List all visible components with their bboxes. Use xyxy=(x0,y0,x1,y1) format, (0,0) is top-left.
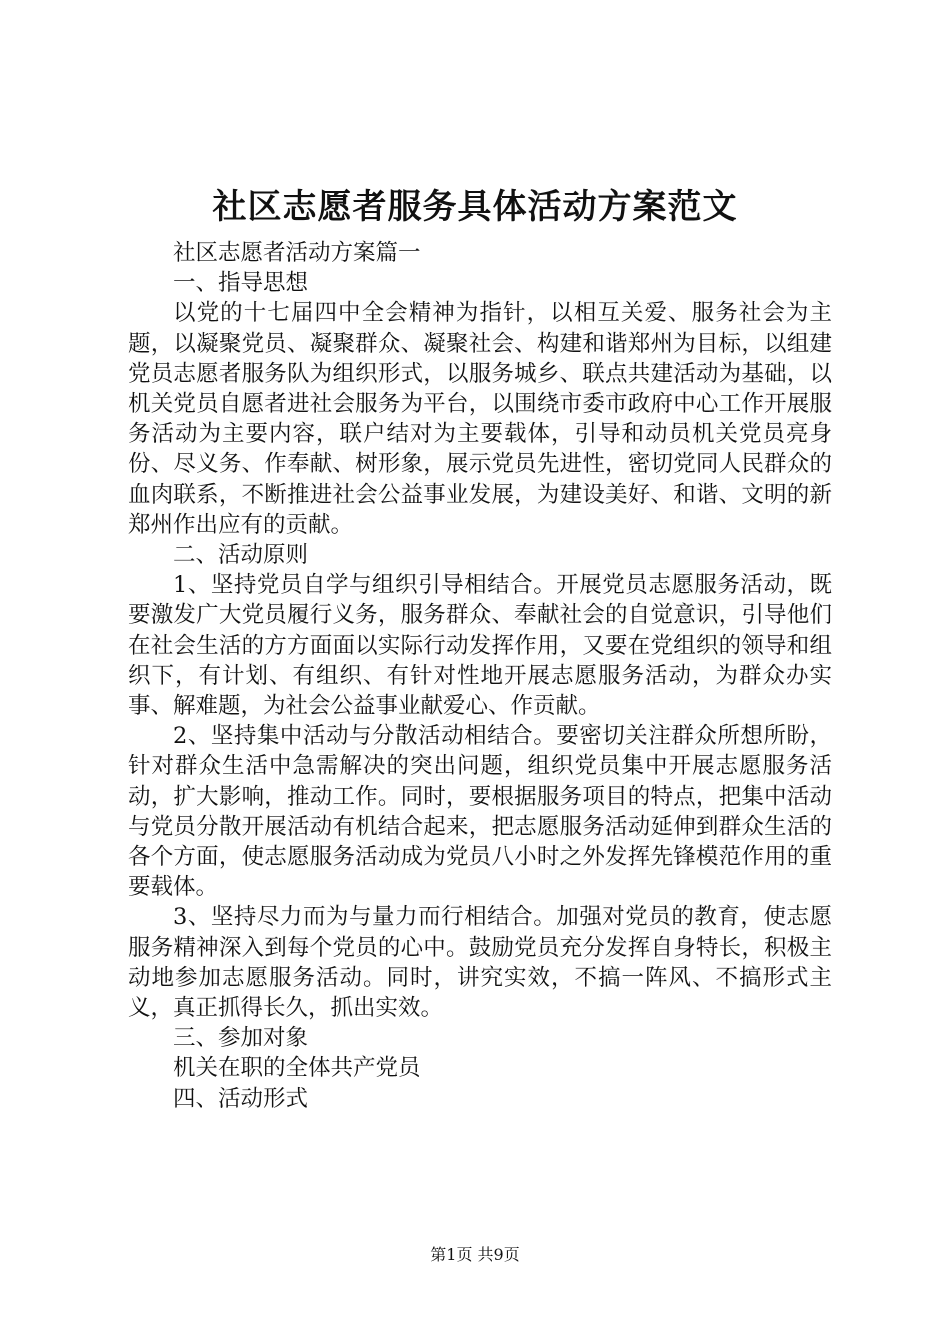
document-body xyxy=(128,238,832,1114)
section-heading-guiding-ideology: 一、指导思想 xyxy=(173,270,309,297)
paragraph-principle-1: 1、坚持党员自学与组织引导相结合。开展党员志愿服务活动，既要激发广大党员履行义务，服务群众、奉献社会的自觉意识，引导他们在社会生活的方方面面以实际行动发挥作用，又要在党组织的领导和组织下，有计划、有组织、有针对性地开展志愿服务活动，为群众办实事、解难题，为社会公益事业献爱心、作贡献。 xyxy=(128,572,832,720)
section-heading-activity-form: 四、活动形式 xyxy=(173,1085,309,1112)
document-title: 社区志愿者服务具体活动方案范文 xyxy=(212,187,738,227)
section-heading-participants: 三、参加对象 xyxy=(173,1025,309,1052)
paragraph-guiding-ideology: 以党的十七届四中全会精神为指针，以相互关爱、服务社会为主题，以凝聚党员、凝聚群众、凝聚社会、构建和谐郑州为目标，以组建党员志愿者服务队为组织形式，以服务城乡、联点共建活动为基础，以机关党员自愿者进社会服务为平台，以围绕市委市政府中心工作开展服务活动为主要内容，联户结对为主要载体，引导和动员机关党员亮身份、尽义务、作奉献、树形象，展示党员先进性，密切党同人民群众的血肉联系，不断推进社会公益事业发展，为建设美好、和谐、文明的新郑州作出应有的贡献。 xyxy=(128,300,832,538)
sub-heading: 社区志愿者活动方案篇一 xyxy=(173,240,421,266)
paragraph-participants: 机关在职的全体共产党员 xyxy=(173,1055,421,1082)
page-number-footer: 第1页 共9页 xyxy=(430,1245,520,1264)
section-heading-principles: 二、活动原则 xyxy=(173,542,309,569)
paragraph-principle-3: 3、坚持尽力而为与量力而行相结合。加强对党员的教育，使志愿服务精神深入到每个党员的心中。鼓励党员充分发挥自身特长，积极主动地参加志愿服务活动。同时，讲究实效，不搞一阵风、不搞形式主义，真正抓得长久，抓出实效。 xyxy=(128,904,832,1022)
paragraph-principle-2: 2、坚持集中活动与分散活动相结合。要密切关注群众所想所盼，针对群众生活中急需解决的突出问题，组织党员集中开展志愿服务活动，扩大影响，推动工作。同时，要根据服务项目的特点，把集中活动与党员分散开展活动有机结合起来，把志愿服务活动延伸到群众生活的各个方面，使志愿服务活动成为党员八小时之外发挥先锋模范作用的重要载体。 xyxy=(128,723,832,901)
